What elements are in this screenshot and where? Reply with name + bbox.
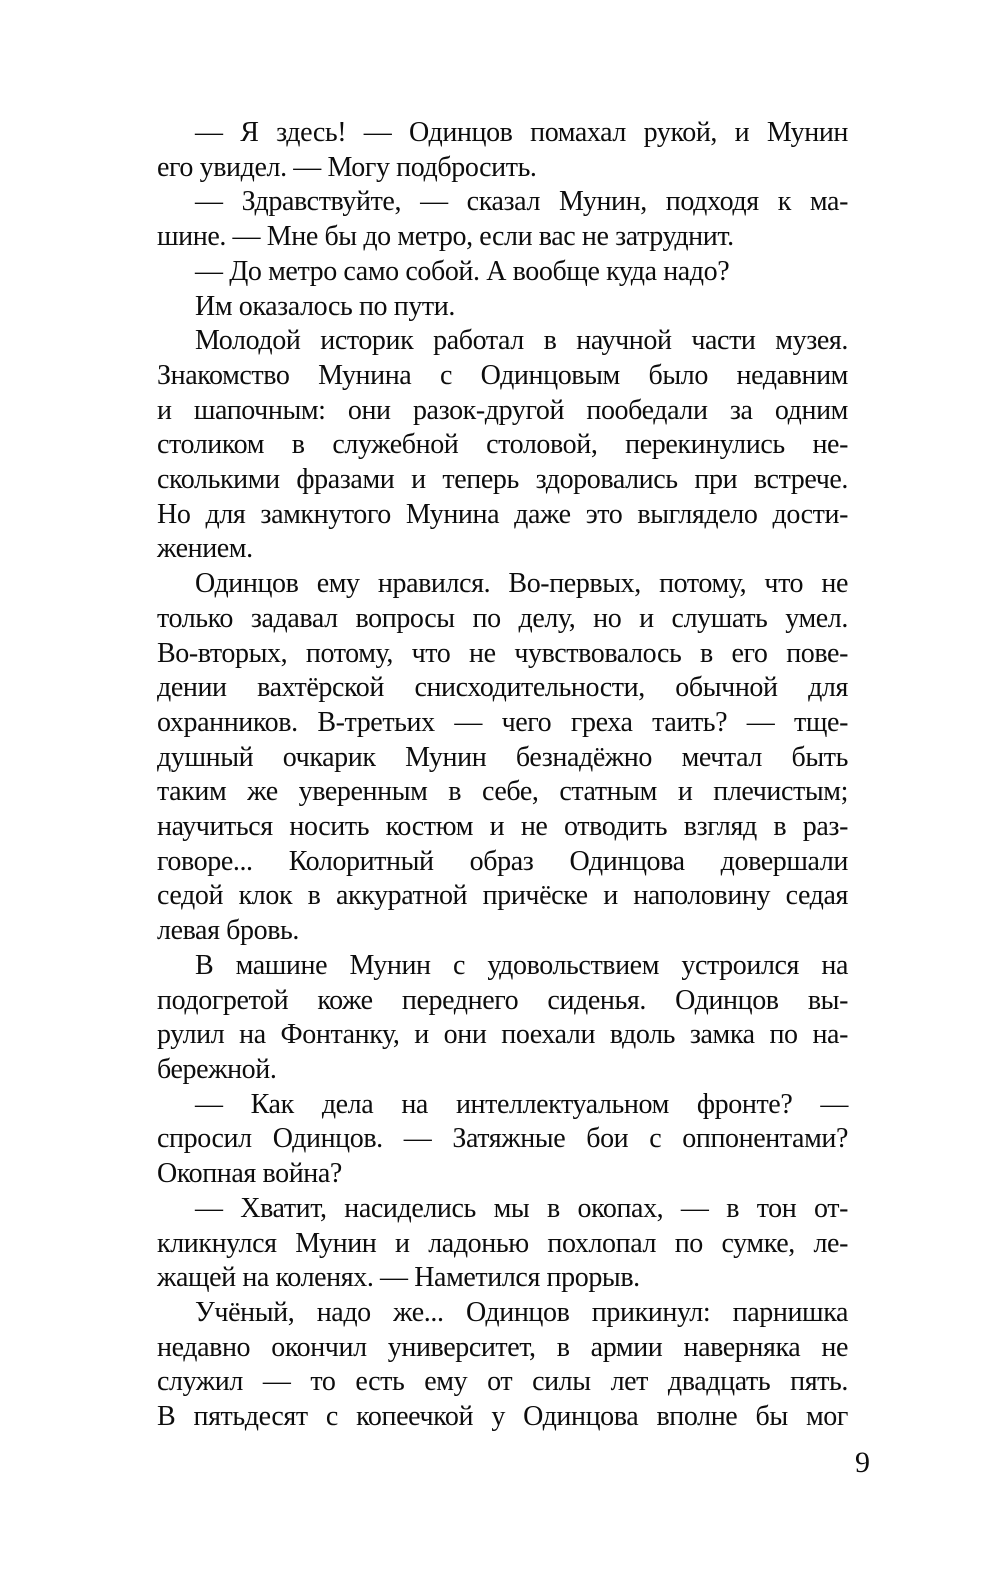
text-line: Одинцов ему нравился. Во-первых, потому, что не	[195, 568, 848, 600]
text-line: седой клок в аккуратной причёске и наполовину седая	[157, 880, 848, 912]
text-line: говоре... Колоритный образ Одинцова довершали	[157, 845, 848, 877]
text-line: жением.	[157, 533, 253, 565]
text-line: недавно окончил университет, в армии наверняка не	[157, 1331, 848, 1363]
text-line: охранников. В-третьих — чего греха таить? — тще-	[157, 706, 848, 738]
text-line: — До метро само собой. А вообще куда надо?	[195, 255, 730, 287]
paragraph	[157, 1192, 848, 1296]
text-line: и шапочным: они разок-другой пообедали за одним	[157, 394, 848, 426]
text-line: сколькими фразами и теперь здоровались при встрече.	[157, 464, 848, 496]
text-line: — Я здесь! — Одинцов помахал рукой, и Мунин	[195, 117, 848, 148]
text-line: Окопная война?	[157, 1158, 342, 1190]
text-line: рулил на Фонтанку, и они поехали вдоль замка по на-	[157, 1019, 848, 1051]
paragraph	[157, 567, 848, 949]
body-text	[157, 116, 848, 1435]
paragraph	[157, 1296, 848, 1435]
text-line: — Как дела на интеллектуальном фронте? —	[195, 1088, 848, 1120]
paragraph	[157, 324, 848, 567]
paragraph	[157, 290, 848, 325]
paragraph	[157, 255, 848, 290]
text-line: Знакомство Мунина с Одинцовым было недавним	[157, 359, 848, 391]
paragraph	[157, 949, 848, 1088]
text-line: — Здравствуйте, — сказал Мунин, подходя к ма-	[195, 186, 848, 218]
text-line: бережной.	[157, 1053, 277, 1085]
text-line: Учёный, надо же... Одинцов прикинул: парнишка	[195, 1296, 848, 1328]
text-line: Молодой историк работал в научной части музея.	[195, 325, 848, 357]
text-line: столиком в служебной столовой, перекинулись не-	[157, 429, 848, 461]
text-line: спросил Одинцов. — Затяжные бои с оппонентами?	[157, 1123, 848, 1155]
text-line: кликнулся Мунин и ладонью похлопал по сумке, ле-	[157, 1227, 848, 1259]
text-line: В пятьдесят с копеечкой у Одинцова вполне бы мог	[157, 1401, 848, 1433]
text-line: только задавал вопросы по делу, но и слушать умел.	[157, 602, 848, 634]
page-number: 9	[855, 1446, 870, 1479]
paragraph	[157, 116, 848, 185]
paragraph	[157, 1088, 848, 1192]
text-line: душный очкарик Мунин безнадёжно мечтал быть	[157, 741, 848, 773]
text-line: научиться носить костюм и не отводить взгляд в раз-	[157, 811, 848, 843]
text-line: подогретой коже переднего сиденья. Одинцов вы-	[157, 984, 848, 1016]
text-line: служил — то есть ему от силы лет двадцать пять.	[157, 1366, 848, 1398]
text-line: левая бровь.	[157, 915, 299, 947]
text-line: — Хватит, насиделись мы в окопах, — в тон от-	[195, 1192, 848, 1224]
text-line: Во-вторых, потому, что не чувствовалось в его пове-	[157, 637, 848, 669]
text-line: Им оказалось по пути.	[195, 290, 455, 322]
paragraph	[157, 185, 848, 254]
text-line: жащей на коленях. — Наметился прорыв.	[157, 1262, 640, 1294]
text-line: Но для замкнутого Мунина даже это выглядело дости-	[157, 498, 848, 530]
text-line: таким же уверенным в себе, статным и плечистым;	[157, 776, 848, 808]
text-line: дении вахтёрской снисходительности, обычной для	[157, 672, 848, 704]
text-line: шине. — Мне бы до метро, если вас не затруднит.	[157, 221, 734, 253]
text-line: его увидел. — Могу подбросить.	[157, 151, 537, 183]
text-line: В машине Мунин с удовольствием устроился на	[195, 949, 848, 981]
